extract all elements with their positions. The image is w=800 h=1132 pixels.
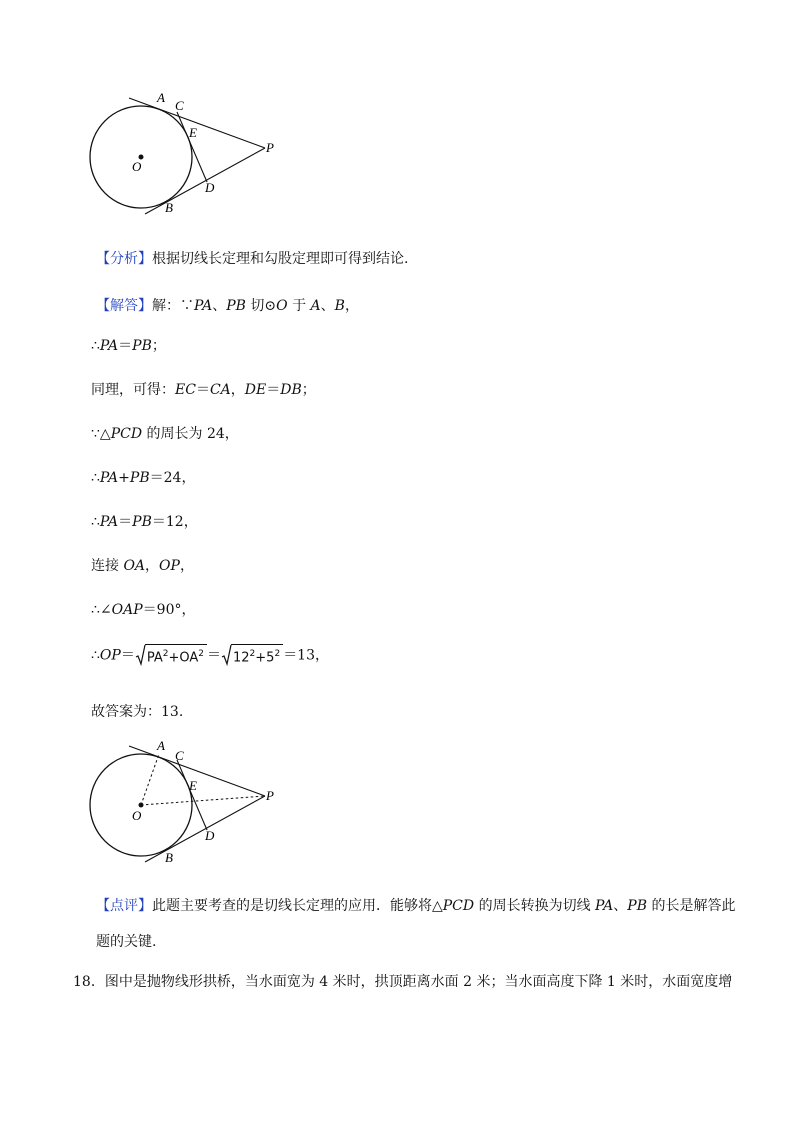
analysis-text: 根据切线长定理和勾股定理即可得到结论. [152,251,409,267]
figure-circle-tangents-2 [85,738,285,868]
label-c: C [175,98,184,113]
text: ∴∠ [91,602,112,618]
exponent: 2 [198,649,204,659]
comment-tag: 【点评】 [96,898,152,914]
text: 解：∵ [152,298,194,314]
solution-line-4 [91,424,239,444]
math-var: PCD [110,426,143,442]
text: 题的关键. [96,934,157,950]
text: ； [151,338,166,354]
label-a: A [157,90,165,105]
math-var: EC [175,382,196,398]
solution-line-7 [91,556,194,576]
label-b: B [165,200,173,215]
text: 此题主要考查的是切线长定理的应用．能够将△ [152,898,443,914]
text: ， [145,558,160,574]
text: ＝90°， [142,602,196,618]
dashed-line-oa [141,754,159,805]
label-c: C [175,748,184,763]
text: 切⊙ [245,298,277,314]
text: ＝ [266,382,281,398]
tangent-line-pa [129,746,265,796]
math-var: PB [132,338,152,354]
solution-line-1 [96,296,359,316]
analysis-tag: 【分析】 [96,251,152,267]
math-var: PA [595,898,614,914]
text: ＝ [118,338,133,354]
math-var: OAP [111,602,143,618]
comment-line-2 [96,932,156,952]
math-var: DB [280,382,302,398]
label-o: O [132,808,142,823]
solution-line-2 [91,336,166,356]
label-a: A [157,738,165,753]
math-var: DE [244,382,267,398]
math-var: O [276,298,288,314]
text: ＝ [120,647,135,664]
text: ＝13， [283,647,330,664]
text: 、 [613,898,628,914]
solution-line-3 [91,380,316,400]
radicand: 12 [233,650,250,666]
solution-line-6 [91,512,198,532]
math-var: PB [226,298,246,314]
label-d: D [205,180,215,195]
label-p: P [266,788,274,803]
exponent: 2 [274,649,281,659]
math-var: PA [99,470,119,486]
text: ＝24， [149,470,196,486]
solution-line-9 [91,644,329,667]
radicand: +OA [168,650,199,666]
math-var: CA [209,382,231,398]
label-e: E [189,125,197,140]
figure-circle-tangents-1 [85,90,285,220]
math-var: OP [159,558,180,574]
math-var: PA [194,298,213,314]
label-b: B [165,850,173,865]
text: + [118,470,130,486]
text: ＝ [195,382,210,398]
text: 、 [212,298,227,314]
text: 连接 [91,558,124,574]
text: ＝ [118,514,133,530]
text: 于 [287,298,311,314]
text: ∴ [91,338,100,354]
center-point-o [139,803,144,808]
question-number: 18． [73,974,105,990]
answer-text: 故答案为：13. [91,704,184,720]
math-var: PB [627,898,647,914]
math-var: OP [99,647,121,664]
text: ， [179,558,194,574]
tangent-line-cd [177,112,207,182]
label-d: D [205,828,215,843]
text: 、 [320,298,335,314]
text: 的周长为 24， [142,426,239,442]
label-e: E [189,778,197,793]
math-var: PCD [442,898,475,914]
math-var: PB [132,514,152,530]
text: ∵△ [91,426,111,442]
text: ∴ [91,470,100,486]
dashed-line-op [141,796,265,805]
solution-line-8 [91,600,195,620]
text: ＝12， [151,514,198,530]
math-var: PA [99,514,119,530]
exponent: 2 [162,649,169,659]
text: ∴ [91,647,100,664]
analysis-line [96,249,408,269]
text: ； [301,382,316,398]
text: 的周长转换为切线 [474,898,596,914]
text: 同理，可得： [91,382,175,398]
question-18 [73,972,732,992]
comment-line-1 [96,896,735,916]
solution-line-5 [91,468,195,488]
sqrt-expression-1 [135,644,207,667]
math-var: B [334,298,345,314]
text: 的长是解答此 [647,898,736,914]
math-var: PA [99,338,119,354]
sqrt-expression-2 [221,644,283,667]
text: ， [344,298,359,314]
label-p: P [266,140,274,155]
math-var: PB [129,470,150,486]
text: ＝ [207,647,221,664]
text: ， [230,382,245,398]
question-text: 图中是抛物线形拱桥，当水面宽为 4 米时，拱顶距离水面 2 米；当水面高度下降 1 米时，水面宽度增 [104,974,733,990]
math-var: OA [123,558,146,574]
solution-tag: 【解答】 [96,298,152,314]
math-var: A [310,298,321,314]
tangent-line-cd [177,760,207,830]
label-o: O [132,159,142,174]
text: ∴ [91,514,100,530]
answer-line [91,702,183,722]
radicand: PA [146,650,163,666]
radicand: +5 [255,650,275,666]
exponent: 2 [249,649,256,659]
tangent-line-pa [129,98,265,148]
